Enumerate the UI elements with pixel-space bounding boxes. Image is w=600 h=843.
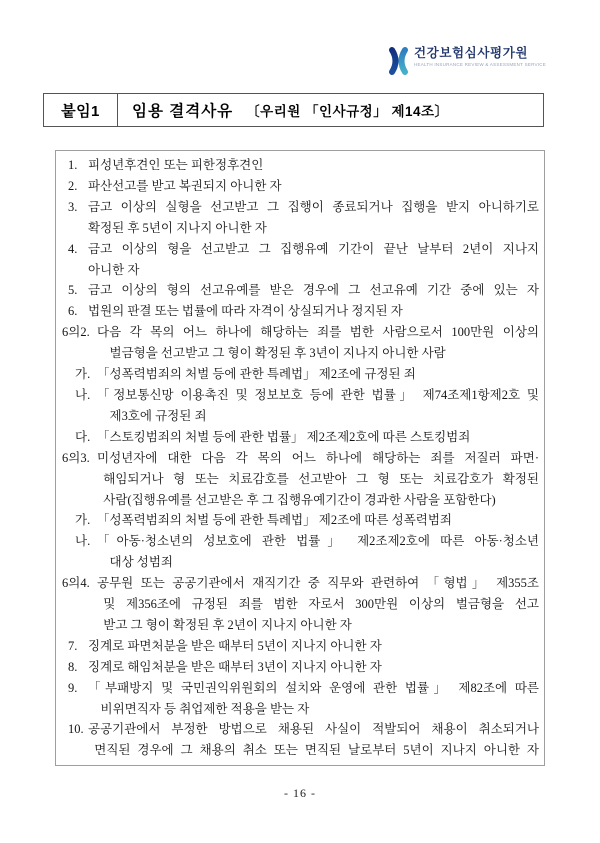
- list-item: [62, 719, 539, 761]
- item-label: 6의4.: [62, 576, 90, 591]
- title-main: [118, 94, 543, 126]
- item-text: 「성폭력범죄의 처벌 등에 관한 특례법」 제2조에 규정된 죄: [97, 367, 416, 382]
- item-label: 6의3.: [62, 450, 90, 465]
- item-text: 「부패방지 및 국민권익위원회의 설치와 운영에 관한 법률」 제82조에 따른 비위면직자 등 취업제한 적용을 받는 자: [88, 680, 539, 716]
- hira-logo: [388, 46, 546, 75]
- item-label: 1.: [68, 158, 78, 172]
- item-label: 10.: [68, 722, 84, 737]
- item-label: 4.: [68, 241, 78, 256]
- list-item: [62, 197, 539, 239]
- page-title: 임용 결격사유: [132, 103, 234, 120]
- list-item: [62, 322, 539, 364]
- item-label: 5.: [68, 283, 78, 298]
- item-label: 8.: [68, 659, 78, 674]
- attachment-badge: 붙임1: [44, 94, 118, 126]
- item-label: 가.: [75, 367, 91, 382]
- page-number: - 16 -: [284, 786, 316, 800]
- list-item: [62, 531, 539, 573]
- item-label: 2.: [68, 178, 78, 193]
- item-text: 금고 이상의 형을 선고받고 그 집행유예 기간이 끝난 날부터 2년이 지나지 아니한 자: [88, 241, 539, 277]
- item-text: 파산선고를 받고 복권되지 아니한 자: [88, 178, 282, 193]
- item-text: 징계로 해임처분을 받은 때부터 3년이 지나지 아니한 자: [88, 659, 382, 674]
- list-item: [62, 678, 539, 720]
- list-item: [62, 176, 539, 197]
- item-label: 가.: [75, 513, 91, 528]
- list-item: [62, 239, 539, 281]
- title-regulation-reference: 〔우리원 「인사규정」 제14조〕: [246, 104, 449, 119]
- item-label: 3.: [68, 199, 78, 214]
- item-text: 피성년후견인 또는 피한정후견인: [88, 158, 264, 172]
- list-item: [62, 155, 539, 176]
- list-item: [62, 364, 539, 385]
- item-text: 공무원 또는 공공기관에서 재직기간 중 직무와 관련하여 「형법」 제355조 및 제356조에 규정된 죄를 범한 자로서 300만원 이상의 벌금형을 선고 받고 그 형이 확정된 후 2년이 지나지 아니한 자: [97, 576, 539, 632]
- org-name-english: HEALTH INSURANCE REVIEW & ASSESSMENT SERVICE: [413, 62, 546, 67]
- item-label: 9.: [68, 680, 78, 695]
- item-label: 6.: [68, 304, 78, 319]
- item-text: 공공기관에서 부정한 방법으로 채용된 사실이 적발되어 채용이 취소되거나 면직된 경우에 그 채용의 취소 또는 면직된 날로부터 5년이 지나지 아니한 자: [88, 722, 539, 758]
- item-text: 징계로 파면처분을 받은 때부터 5년이 지나지 아니한 자: [88, 638, 382, 653]
- disqualification-list: [55, 150, 545, 766]
- org-name: 건강보험심사평가원: [413, 46, 529, 60]
- item-text: 법원의 판결 또는 법률에 따라 자격이 상실되거나 정지된 자: [88, 304, 403, 319]
- item-label: 나.: [75, 534, 91, 549]
- list-item: [62, 385, 539, 427]
- item-text: 미성년자에 대한 다음 각 목의 어느 하나에 해당하는 죄를 저질러 파면· 해임되거나 형 또는 치료감호를 선고받아 그 형 또는 치료감호가 확정된 사람(집행유예를 선고받은 후 그 집행유예기간이 경과한 사람을 포함한다): [97, 450, 539, 507]
- list-item: [62, 636, 539, 657]
- title-box: [43, 93, 544, 127]
- item-text: 금고 이상의 실형을 선고받고 그 집행이 종료되거나 집행을 받지 아니하기로 확정된 후 5년이 지나지 아니한 자: [88, 199, 539, 235]
- list-item: [62, 510, 539, 531]
- item-label: 6의2.: [62, 325, 90, 340]
- item-label: 다.: [75, 429, 91, 444]
- item-text: 「아동·청소년의 성보호에 관한 법률」 제2조제2호에 따른 아동·청소년 대상 성범죄: [97, 534, 539, 570]
- item-text: 「정보통신망 이용촉진 및 정보보호 등에 관한 법률」 제74조제1항제2호 및 제3호에 규정된 죄: [97, 387, 539, 423]
- item-text: 「성폭력범죄의 처벌 등에 관한 특례법」 제2조에 따른 성폭력범죄: [97, 513, 453, 528]
- item-label: 7.: [68, 638, 78, 653]
- list-item: [62, 301, 539, 322]
- item-label: 나.: [75, 387, 91, 402]
- hira-logo-icon: [388, 47, 409, 75]
- item-text: 다음 각 목의 어느 하나에 해당하는 죄를 범한 사람으로서 100만원 이상의 벌금형을 선고받고 그 형이 확정된 후 3년이 지나지 아니한 사람: [97, 325, 539, 361]
- list-item: [62, 573, 539, 636]
- list-item: [62, 280, 539, 301]
- list-item: [62, 657, 539, 678]
- list-item: [62, 448, 539, 511]
- item-text: 「스토킹범죄의 처벌 등에 관한 법률」 제2조제2호에 따른 스토킹범죄: [97, 429, 471, 444]
- list-item: [62, 427, 539, 448]
- item-text: 금고 이상의 형의 선고유예를 받은 경우에 그 선고유예 기간 중에 있는 자: [88, 283, 539, 298]
